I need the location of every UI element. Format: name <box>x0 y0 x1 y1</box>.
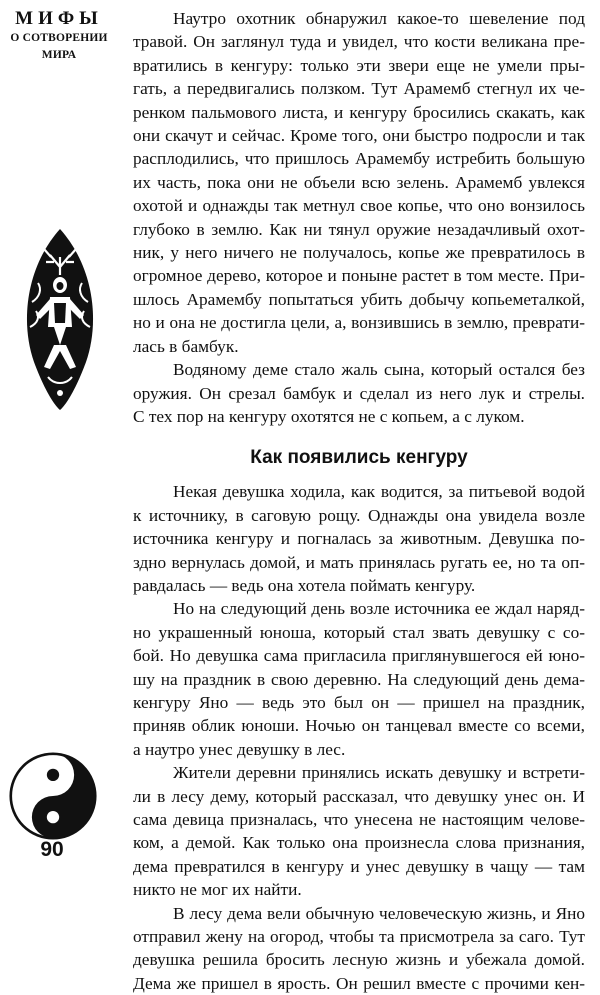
text-line: их часть, пока они не объели всю зелень. Арамемб увлекся <box>133 172 585 192</box>
text-line: приняв облик юноши. Ночью он танцевал вместе со всеми, <box>133 716 585 736</box>
book-title-line-3: МИРА <box>41 49 77 61</box>
book-title-line-2: О СОТВОРЕНИИ <box>10 32 108 44</box>
text-line: они скачут и сейчас. Кроме того, они быстро подросли и так <box>133 126 585 146</box>
text-line: ник, у него ничего не получалось, копье же превратилось в <box>133 243 585 263</box>
yin-yang-icon <box>9 752 97 840</box>
text-line: равдалась — ведь она хотела поймать кенгуру. <box>133 575 476 595</box>
text-line: травой. Он заглянул туда и увидел, что кости великана пре- <box>133 32 585 52</box>
text-line: но украшенный юноша, который стал звать девушку с со- <box>133 622 585 642</box>
section-heading: Как появились кенгуру <box>250 447 468 469</box>
text-line: сама девица призналась, что унесена не настоящим челове- <box>133 810 585 829</box>
text-line: В лесу дема вели обычную человеческую жизнь, и Яно <box>173 903 585 923</box>
paragraph <box>133 597 585 761</box>
sidebar <box>0 0 118 873</box>
text-line: но и она не достигла цели, а, вонзившись в землю, преврати- <box>133 313 585 333</box>
text-line: охотой и однажды так метнул свое копье, что оно вонзилось <box>133 196 585 216</box>
text-line: Наутро охотник обнаружил какое-то шевеление под <box>173 9 585 28</box>
paragraph <box>133 480 585 597</box>
text-line: ренком пальмового листа, и кенгуру бросились скакать, как <box>133 102 585 122</box>
page-number: 90 <box>40 838 64 861</box>
text-line: шлось Арамембу попытаться убить добычу копьеметалкой, <box>133 289 585 309</box>
text-line: источника кенгуру и погналась за животным. Девушка по- <box>133 529 585 549</box>
text-line: глубоко в землю. Как ни тянул оружие незадачливый охот- <box>133 219 585 239</box>
text-line: вратились в кенгуру: только эти звери еще не умели пры- <box>133 55 585 75</box>
text-line: шу на праздник в свою деревню. На следующий день дема- <box>133 669 585 689</box>
text-line: ли в лесу дему, который рассказал, что девушку унес он. И <box>133 786 585 806</box>
text-line: Некая девушка ходила, как водится, за питьевой водой <box>173 482 585 502</box>
paragraph <box>133 761 585 901</box>
text-line: оружия. Он срезал бамбук и сделал из него лук и стрелы. <box>133 383 585 403</box>
text-line: ком, а демой. Как только она произнесла слова признания, <box>133 833 585 853</box>
text-line: к источнику, в саговую рощу. Однажды она увидела возле <box>133 505 585 525</box>
page-content <box>133 7 585 995</box>
text-line: дема превратился в кенгуру и унес девушку в чащу — там <box>133 856 585 876</box>
text-line: лась в бамбук. <box>133 336 239 356</box>
text-line: а наутро унес девушку в лес. <box>133 739 346 759</box>
text-line: здно вернулась домой, и мать принялась ругать ее, но та оп- <box>133 552 585 572</box>
text-line: отправил жену на огород, чтобы та присмотрела за саго. Тут <box>133 927 585 947</box>
book-title <box>0 8 118 64</box>
text-line: гать, а передвигались ползком. Тут Арамемб стегнул их че- <box>133 79 585 99</box>
text-line: расплодились, что пришлось Арамембу истребить большую <box>133 149 585 169</box>
paragraph <box>133 358 585 428</box>
paragraph <box>133 902 585 995</box>
book-title-line-1: МИФЫ <box>15 8 103 29</box>
mythical-figure-emblem-icon <box>20 227 100 412</box>
text-line: Дема же пришел в ярость. Он решил вместе с прочими кен- <box>133 973 585 993</box>
text-line: Но на следующий день возле источника ее ждал наряд- <box>173 599 585 619</box>
paragraph <box>133 7 585 358</box>
text-line: огромное дерево, которое и поныне растет в том месте. При- <box>133 266 585 286</box>
text-line: бой. Но девушка сама пригласила приглянувшегося ей юно- <box>133 646 585 666</box>
text-line: С тех пор на кенгуру охотятся не с копьем, а с луком. <box>133 406 525 426</box>
text-line: девушка решила бросить лесную жизнь и убежала домой. <box>133 950 585 970</box>
text-line: кенгуру Яно — ведь это был он — пришел на праздник, <box>133 692 585 712</box>
text-line: Водяному деме стало жаль сына, который остался без <box>173 360 585 380</box>
text-line: Жители деревни принялись искать девушку и встрети- <box>173 763 585 783</box>
text-line: никто не мог их найти. <box>133 880 302 900</box>
